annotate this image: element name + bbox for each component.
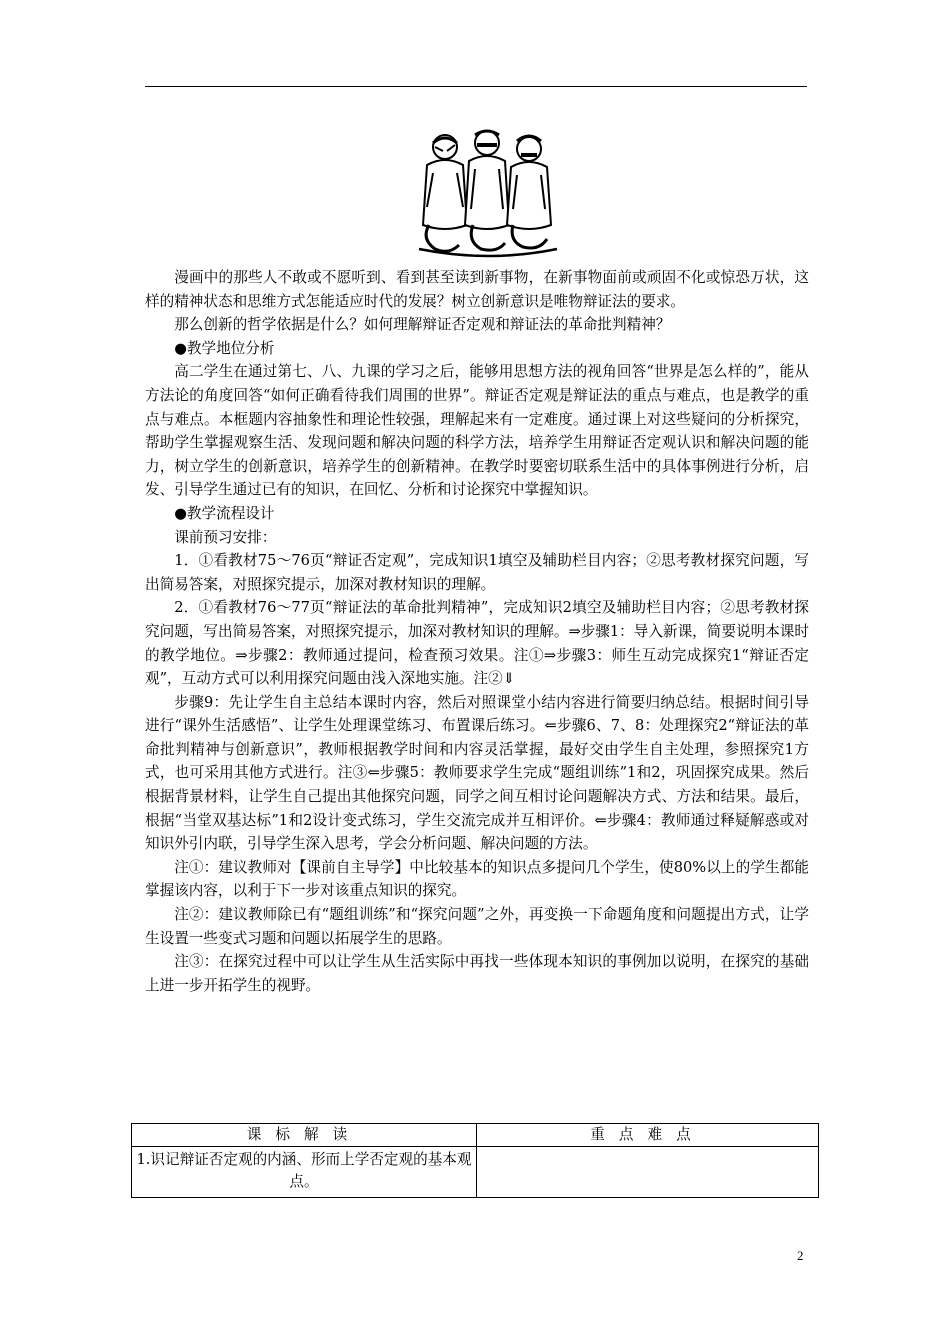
intro-paragraph-1: 漫画中的那些人不敢或不愿听到、看到甚至读到新事物，在新事物面前或顽固不化或惊恐万状，这样的精神状态和思维方式怎能适应时代的发展？树立创新意识是唯物辩证法的要求。 [145, 269, 809, 310]
note-3: 注③：在探究过程中可以让学生从生活实际中再找一些体现本知识的事例加以说明，在探究的基础上进一步开拓学生的视野。 [145, 953, 809, 994]
header-rule [145, 86, 807, 87]
table-header-key-points: 重点难点 [477, 1124, 819, 1147]
curriculum-table [131, 1123, 819, 1198]
table-header-row [132, 1124, 819, 1147]
page-number: 2 [797, 1248, 804, 1263]
three-men-cartoon-illustration [415, 125, 560, 260]
table-row [132, 1147, 819, 1198]
table-cell-key-points [477, 1147, 819, 1198]
intro-paragraph-2: 那么创新的哲学依据是什么？如何理解辩证否定观和辩证法的革命批判精神？ [174, 316, 671, 334]
table-cell-curriculum: 1.识记辩证否定观的内涵、形而上学否定观的基本观点。 [132, 1147, 477, 1198]
body-text [145, 266, 809, 997]
step-9-paragraph: 步骤9：先让学生自主总结本课时内容，然后对照课堂小结内容进行简要归纳总结。根据时间引导进行“课外生活感悟”、让学生处理课堂练习、布置课后练习。⇐步骤6、7、8：处理探究2“辩证法的革命批判精神与创新意识”，教师根据教学时间和内容灵活掌握，最好交由学生自主处理，参照探究1方式，也可采用其他方式进行。注③⇐步骤5：教师要求学生完成“题组训练”1和2，巩固探究成果。然后根据背景材料，让学生自己提出其他探究问题，同学之间互相讨论问题解决方式、方法和结果。最后，根据“当堂双基达标”1和2设计变式练习，学生交流完成并互相评价。⇐步骤4：教师通过释疑解惑或对知识外引内联，引导学生深入思考，学会分析问题、解决问题的方法。 [145, 693, 809, 853]
note-2: 注②：建议教师除已有“题组训练”和“探究问题”之外，再变换一下命题角度和问题提出方式，让学生设置一些变式习题和问题以拓展学生的思路。 [145, 906, 809, 947]
section-heading-teaching-position: ●教学地位分析 [174, 339, 275, 357]
prep-label: 课前预习安排： [174, 528, 277, 546]
note-1: 注①：建议教师对【课前自主导学】中比较基本的知识点多提问几个学生，使80%以上的学生都能掌握该内容，以利于下一步对该重点知识的探究。 [145, 858, 809, 900]
table-header-curriculum: 课标解读 [132, 1124, 477, 1147]
prep-item-1: 1．①看教材75～76页“辩证否定观”，完成知识1填空及辅助栏目内容；②思考教材探究问题，写出简易答案，对照探究提示，加深对教材知识的理解。 [145, 552, 809, 593]
teaching-position-paragraph: 高二学生在通过第七、八、九课的学习之后，能够用思想方法的视角回答“世界是怎么样的”，能从方法论的角度回答“如何正确看待我们周围的世界”。辩证否定观是辩证法的重点与难点，也是教学的重点与难点。本框题内容抽象性和理论性较强，理解起来有一定难度。通过课上对这些疑问的分析探究，帮助学生掌握观察生活、发现问题和解决问题的科学方法，培养学生用辩证否定观认识和解决问题的能力，树立学生的创新意识，培养学生的创新精神。在教学时要密切联系生活中的具体事例进行分析，启发、引导学生通过已有的知识，在回忆、分析和讨论探究中掌握知识。 [145, 363, 809, 499]
prep-item-2: 2．①看教材76～77页“辩证法的革命批判精神”，完成知识2填空及辅助栏目内容；②思考教材探究问题，写出简易答案，对照探究提示，加深对教材知识的理解。⇒步骤1：导入新课，简要说明本课时的教学地位。⇒步骤2：教师通过提问，检查预习效果。注①⇒步骤3：师生互动完成探究1“辩证否定观”，互动方式可以利用探究问题由浅入深地实施。注②⇓ [145, 599, 809, 688]
section-heading-teaching-flow: ●教学流程设计 [174, 504, 275, 522]
